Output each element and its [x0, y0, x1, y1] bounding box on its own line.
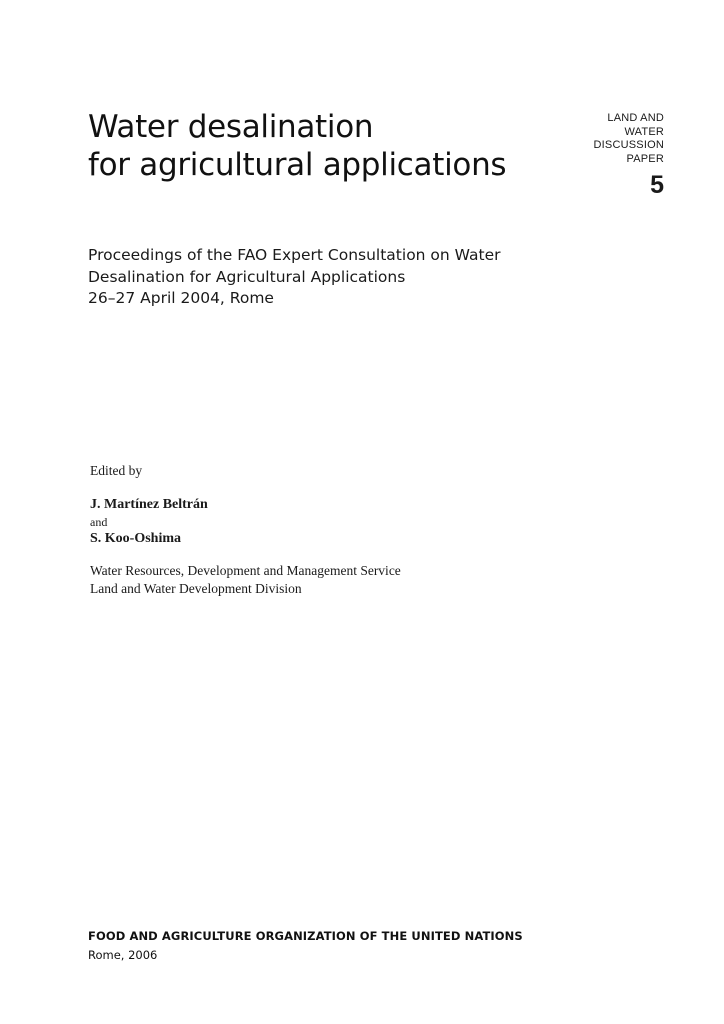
editors-section [90, 462, 560, 598]
editor-name-second: S. Koo-Oshima [90, 530, 182, 546]
editor-conjunction: and [90, 514, 108, 529]
subtitle-line-2: Desalination for Agricultural Applications [88, 267, 406, 286]
editor-name-first: J. Martínez Beltrán [90, 497, 208, 512]
title-line-1: Water desalination [88, 109, 374, 145]
page-title [88, 108, 558, 184]
subtitle-line-1: Proceedings of the FAO Expert Consultation on Water [88, 246, 501, 264]
title-line-2: for agricultural applications [88, 147, 507, 183]
edited-by-label: Edited by [90, 463, 143, 478]
affiliation-line-2: Land and Water Development Division [90, 581, 302, 596]
series-line-2: WATER [624, 125, 664, 138]
publisher-place-year: Rome, 2006 [88, 948, 158, 962]
series-line-1: LAND AND [607, 112, 664, 124]
publisher-footer [88, 928, 648, 963]
publisher-organization: FOOD AND AGRICULTURE ORGANIZATION OF THE UNITED NATIONS [88, 929, 523, 943]
editor-affiliation [90, 562, 560, 598]
affiliation-line-1: Water Resources, Development and Management Service [90, 563, 401, 578]
series-number: 5 [650, 171, 664, 199]
series-line-3: DISCUSSION [593, 139, 664, 151]
subtitle-line-3: 26–27 April 2004, Rome [88, 289, 274, 307]
page-subtitle [88, 245, 568, 310]
series-line-4: PAPER [626, 152, 664, 165]
